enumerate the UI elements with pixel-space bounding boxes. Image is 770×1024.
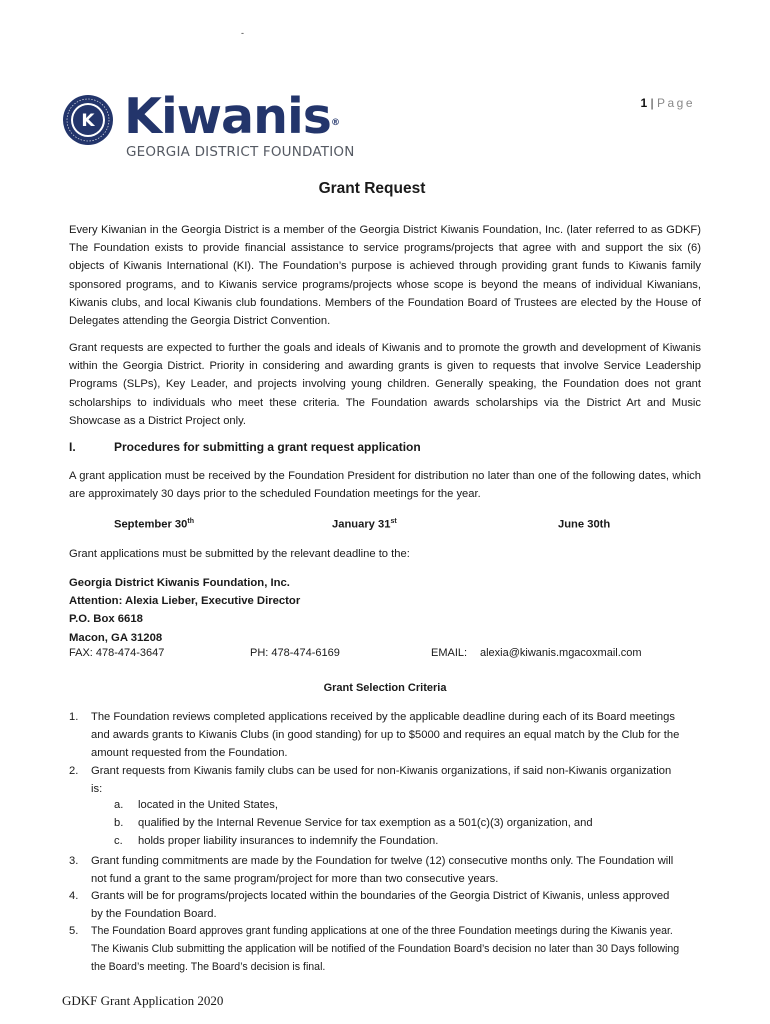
criteria-subitem: c. holds proper liability insurances to indemnify the Foundation. bbox=[114, 835, 439, 847]
section-heading-text: Procedures for submitting a grant request application bbox=[114, 440, 421, 454]
phone-number: PH: 478-474-6169 bbox=[250, 647, 340, 659]
page-footer: GDKF Grant Application 2020 bbox=[62, 993, 224, 1008]
deadline-date: June 30th bbox=[558, 518, 611, 531]
section-number: I. bbox=[69, 440, 76, 454]
submit-to-text: Grant applications must be submitted by the relevant deadline to the: bbox=[69, 548, 410, 560]
criteria-heading: Grant Selection Criteria bbox=[323, 682, 447, 694]
page-number bbox=[640, 96, 695, 110]
criteria-item: 4. Grants will be for programs/projects located within the boundaries of the Georgia District of Kiwanis, unless approved by the Foundation Board. bbox=[69, 890, 670, 921]
address-line: P.O. Box 6618 bbox=[69, 613, 143, 626]
criteria-item: 2. Grant requests from Kiwanis family clubs can be used for non-Kiwanis organizations, if said non-Kiwanis organization is: bbox=[69, 765, 672, 796]
logo-registered-mark: ® bbox=[330, 118, 339, 128]
page-number-word: Page bbox=[656, 96, 695, 110]
criteria-subitem: a. located in the United States, bbox=[114, 799, 278, 811]
deadline-date: January 31st bbox=[332, 518, 397, 531]
page-number-separator: | bbox=[650, 96, 654, 110]
address-line: Attention: Alexia Lieber, Executive Director bbox=[69, 595, 301, 608]
page-number-value: 1 bbox=[640, 96, 648, 110]
purpose-paragraph: Grant requests are expected to further the goals and ideals of Kiwanis and to promote the growth and development of Kiwanis within the Georgia District. Priority in considering and awarding grants is given to requests that involve Service Leadership Programs (SLPs), Key Leader, and projects involving young children. Generally speaking, the Foundation does not grant scholarships to individuals who meet these criteria. The Foundation awards scholarships via the District Art and Music Showcase as a District Project only. bbox=[69, 342, 701, 427]
criteria-item: 3. Grant funding commitments are made by the Foundation for twelve (12) consecutive months only. The Foundation will not fund a grant to the same program/project for more than two consecutive years. bbox=[69, 855, 674, 886]
email-label: EMAIL: bbox=[431, 647, 468, 659]
criteria-item: 5. The Foundation Board approves grant funding applications at one of the three Foundation meetings during the Kiwanis year. The Kiwanis Club submitting the application will be notified of the Foundation Board’s decision no later than 30 Days following the Board’s meeting. The Board’s decision is final. bbox=[69, 925, 680, 974]
section-heading bbox=[69, 440, 421, 454]
document-title: Grant Request bbox=[318, 180, 426, 197]
address-line: Georgia District Kiwanis Foundation, Inc. bbox=[69, 577, 290, 589]
deadline-date: September 30th bbox=[114, 518, 194, 531]
logo-word: Kiwanis bbox=[124, 88, 331, 145]
svg-text:K: K bbox=[81, 111, 95, 131]
kiwanis-logo bbox=[62, 88, 355, 160]
logo-subtitle: GEORGIA DISTRICT FOUNDATION bbox=[126, 144, 355, 160]
criteria-item: 1. The Foundation reviews completed applications received by the applicable deadline during each of its Board meetings and awards grants to Kiwanis Clubs (in good standing) for up to $5000 and requires an equal match by the Club for the amount requested from the Foundation. bbox=[69, 711, 680, 760]
address-line: Macon, GA 31208 bbox=[69, 631, 163, 644]
mailing-address bbox=[69, 574, 300, 647]
fax-number: FAX: 478-474-3647 bbox=[69, 647, 165, 659]
top-mark: - bbox=[241, 28, 244, 38]
intro-paragraph: Every Kiwanian in the Georgia District is a member of the Georgia District Kiwanis Foundation, Inc. (later referred to as GDKF) The Foundation exists to provide financial assistance to service programs/projects that agree with and support the six (6) objects of Kiwanis International (KI). The Foundation’s purpose is achieved through providing grant funds to Kiwanis family sponsored programs, and to Kiwanis service programs/projects whose scope is beyond the means of individual Kiwanians, Kiwanis clubs, and local Kiwanis club foundations. Members of the Foundation Board of Trustees are elected by the House of Delegates attending the Georgia District Convention. bbox=[69, 224, 701, 328]
deadline-paragraph: A grant application must be received by the Foundation President for distribution no later than one of the following dates, which are approximately 30 days prior to the scheduled Foundation meetings for the year. bbox=[69, 470, 701, 501]
kiwanis-seal-icon bbox=[62, 94, 114, 146]
criteria-subitem: b. qualified by the Internal Revenue Service for tax exemption as a 501(c)(3) organization, and bbox=[114, 817, 593, 829]
email-address[interactable]: alexia@kiwanis.mgacoxmail.com bbox=[480, 647, 642, 659]
